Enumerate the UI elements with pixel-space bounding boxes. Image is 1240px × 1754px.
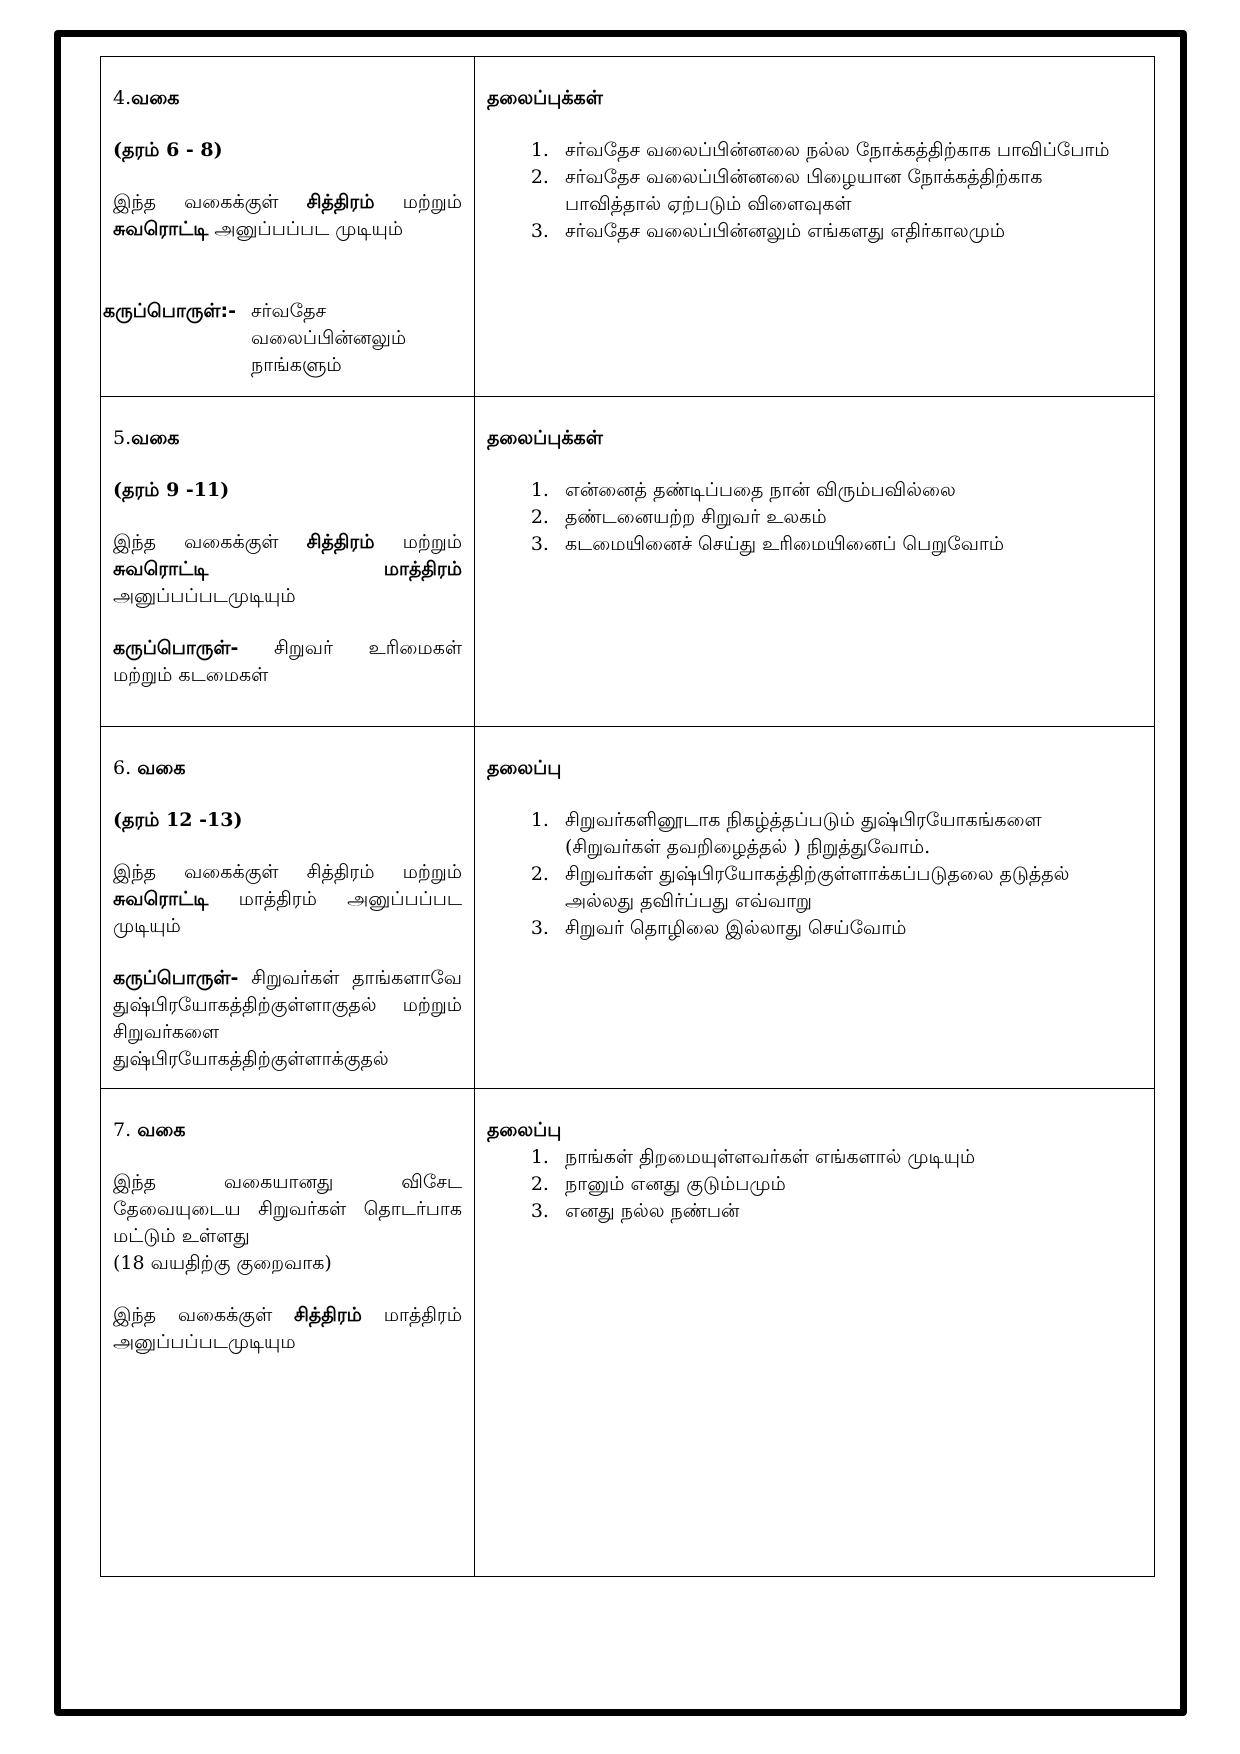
grade-range: (தரம் 6 - 8) — [113, 139, 223, 161]
allowed-media-text: இந்த வகைக்குள் சித்திரம் மாத்திரம் அனுப்பப்படமுடியும — [113, 1304, 463, 1353]
topics-list — [487, 807, 1142, 942]
category-row-4 — [101, 57, 1155, 397]
theme-value: சிறுவர்கள் தாங்களாவே துஷ்பிரயோகத்திற்குள்ளாகுதல் மற்றும் சிறுவர்களை துஷ்பிரயோகத்திற்குள்ளாக்குதல் — [113, 967, 462, 1070]
category-label: வகை — [131, 87, 180, 109]
topics-list — [487, 477, 1142, 558]
topic-item: 2. சர்வதேச வலைப்பின்னலை பிழையான நோக்கத்திற்காக பாவித்தால் ஏற்படும் விளைவுகள் — [555, 164, 1142, 218]
theme-label: கருப்பொருள்- — [113, 637, 239, 659]
theme — [113, 635, 462, 689]
topics-heading: தலைப்பு — [487, 1119, 562, 1141]
allowed-media-text: இந்த வகைக்குள் சித்திரம் மற்றும் சுவரொட்டி மாத்திரம் அனுப்பப்பட முடியும் — [113, 861, 462, 937]
allowed-media-text: இந்த வகைக்குள் சித்திரம் மற்றும் சுவரொட்டி அனுப்பப்பட முடியும் — [113, 191, 463, 240]
topics-heading: தலைப்புக்கள் — [487, 427, 603, 449]
grade-range: (தரம் 9 -11) — [113, 479, 230, 501]
grade-range: (தரம் 12 -13) — [113, 809, 243, 831]
topic-item: 1. என்னைத் தண்டிப்பதை நான் விரும்பவில்லை — [555, 477, 1142, 504]
topic-item: 3. கடமையினைச் செய்து உரிமையினைப் பெறுவோம் — [555, 531, 1142, 558]
topic-item: 2. சிறுவர்கள் துஷ்பிரயோகத்திற்குள்ளாக்கப்படுதலை தடுத்தல் அல்லது தவிர்ப்பது எவ்வாறு — [555, 861, 1142, 915]
category-number: 7. — [113, 1119, 132, 1141]
category-number: 4. — [113, 87, 132, 109]
category-label: வகை — [137, 757, 186, 779]
topics-heading: தலைப்புக்கள் — [487, 87, 603, 109]
topic-item: 3. சர்வதேச வலைப்பின்னலும் எங்களது எதிர்காலமும் — [555, 218, 1142, 245]
topic-item: 1. நாங்கள் திறமையுள்ளவர்கள் எங்களால் முடியும் — [555, 1144, 1142, 1171]
topic-item: 2. தண்டனையற்ற சிறுவர் உலகம் — [555, 504, 1142, 531]
topics-cell — [475, 57, 1155, 397]
category-heading — [113, 755, 462, 782]
topic-item: 3. எனது நல்ல நண்பன் — [555, 1198, 1142, 1225]
category-note: இந்த வகையானது விசேட தேவையுடைய சிறுவர்கள் தொடர்பாக மட்டும் உள்ளது — [113, 1171, 462, 1247]
theme-label: கருப்பொருள்- — [113, 967, 239, 989]
topics-cell — [475, 397, 1155, 727]
theme-value: சிறுவர் உரிமைகள் மற்றும் கடமைகள் — [113, 637, 462, 686]
topic-item: 1. சர்வதேச வலைப்பின்னலை நல்ல நோக்கத்திற்காக பாவிப்போம் — [555, 137, 1142, 164]
category-label: வகை — [131, 427, 180, 449]
age-limit: (18 வயதிற்கு குறைவாக) — [113, 1252, 332, 1274]
topic-item: 1. சிறுவர்களினூடாக நிகழ்த்தப்படும் துஷ்பிரயோகங்களை (சிறுவர்கள் தவறிழைத்தல் ) நிறுத்துவோம். — [555, 807, 1142, 861]
category-heading — [113, 85, 462, 112]
category-info-cell — [101, 1089, 475, 1577]
theme-value: சர்வதேச வலைப்பின்னலும் நாங்களும் — [251, 300, 407, 376]
category-info-cell — [101, 727, 475, 1089]
theme — [103, 298, 462, 379]
topics-list — [487, 1144, 1142, 1225]
category-info-cell — [101, 397, 475, 727]
category-info-cell — [101, 57, 475, 397]
category-label: வகை — [137, 1119, 186, 1141]
category-row-5 — [101, 397, 1155, 727]
category-heading — [113, 1117, 462, 1144]
topic-item: 2. நானும் எனது குடும்பமும் — [555, 1171, 1142, 1198]
allowed-media-text: இந்த வகைக்குள் சித்திரம் மற்றும் சுவரொட்டி மாத்திரம் அனுப்பப்படமுடியும் — [113, 531, 463, 607]
topics-list — [487, 137, 1142, 245]
theme-label: கருப்பொருள்:- — [103, 300, 236, 322]
category-number: 6. — [113, 757, 132, 779]
topics-cell — [475, 1089, 1155, 1577]
theme — [113, 965, 462, 1073]
topics-heading: தலைப்பு — [487, 757, 562, 779]
topic-item: 3. சிறுவர் தொழிலை இல்லாது செய்வோம் — [555, 915, 1142, 942]
category-row-6 — [101, 727, 1155, 1089]
category-heading — [113, 425, 462, 452]
topics-cell — [475, 727, 1155, 1089]
category-table — [100, 56, 1155, 1577]
category-number: 5. — [113, 427, 132, 449]
category-row-7 — [101, 1089, 1155, 1577]
